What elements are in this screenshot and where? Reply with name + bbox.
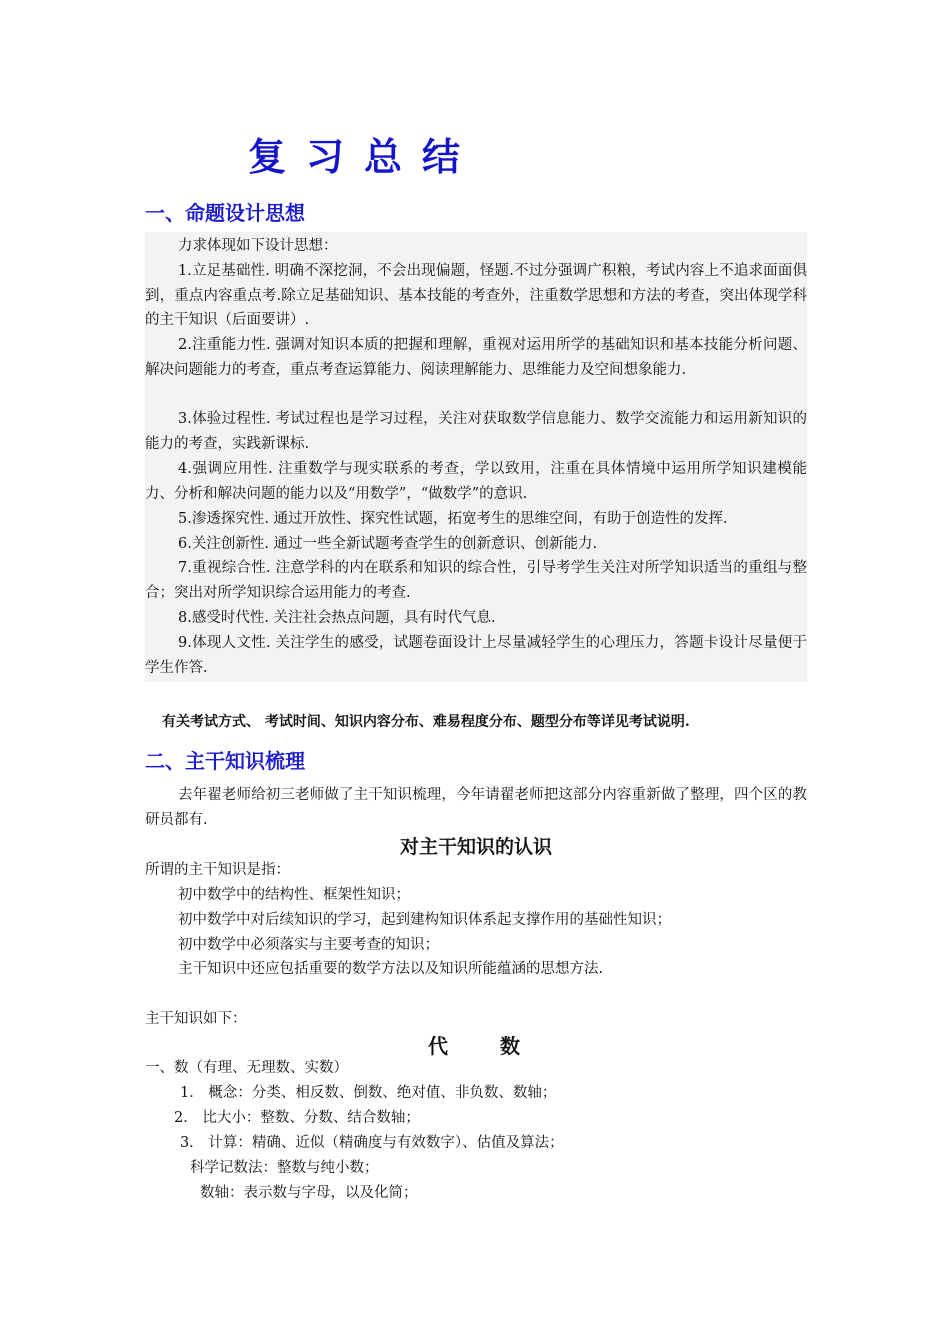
knowledge-list-lead: 主干知识如下：	[145, 1011, 247, 1027]
algebra-line-3: 2． 比大小：整数、分数、结合数轴；	[174, 1110, 420, 1126]
design-item-8: 8.感受时代性. 关注社会热点问题，具有时代气息.	[178, 610, 496, 626]
algebra-line-6: 数轴：表示数与字母，以及化简；	[200, 1185, 418, 1201]
design-item-9: 9.体现人文性. 关注学生的感受，试题卷面设计上尽量减轻学生的心理压力，答题卡设计尽量便于学生作答.	[145, 635, 807, 676]
definition-item-4: 主干知识中还应包括重要的数学方法以及知识所能蕴涵的思想方法.	[178, 961, 604, 977]
design-item-1: 1.立足基础性. 明确不深挖洞，不会出现偏题，怪题.不过分强调广积粮，考试内容上不追求面面俱到，重点内容重点考.除立足基础知识、基本技能的考查外，注重数学思想和方法的考查，突出体现学科的主干知识（后面要讲）.	[145, 263, 807, 328]
algebra-line-1: 一、数（有理、无理数、实数）	[145, 1060, 348, 1076]
definition-item-1: 初中数学中的结构性、框架性知识；	[178, 887, 410, 903]
design-item-2: 2.注重能力性. 强调对知识本质的把握和理解，重视对运用所学的基础知识和基本技能分析问题、解决问题能力的考查，重点考查运算能力、阅读理解能力、思维能力及空间想象能力.	[145, 337, 807, 378]
section2-intro: 去年翟老师给初三老师做了主干知识梳理，今年请翟老师把这部分内容重新做了整理，四个区的教研员都有.	[145, 787, 807, 828]
section1-intro: 力求体现如下设计思想：	[178, 238, 338, 254]
design-item-4: 4.强调应用性. 注重数学与现实联系的考查，学以致用，注重在具体情境中运用所学知识建模能力、分析和解决问题的能力以及“用数学”，“做数学”的意识.	[145, 461, 807, 502]
definition-item-3: 初中数学中必须落实与主要考查的知识；	[178, 937, 439, 953]
exam-info-note: 有关考试方式、 考试时间、知识内容分布、难易程度分布、题型分布等详见考试说明.	[162, 714, 690, 730]
design-item-7: 7.重视综合性. 注意学科的内在联系和知识的综合性，引导考学生关注对所学知识适当的重组与整合；突出对所学知识综合运用能力的考查.	[145, 560, 807, 601]
algebra-heading: 代 数	[428, 1034, 524, 1058]
algebra-line-5: 科学记数法：整数与纯小数；	[190, 1160, 379, 1176]
section2-heading: 二、主干知识梳理	[145, 749, 305, 773]
design-item-5: 5.渗透探究性. 通过开放性、探究性试题，拓宽考生的思维空间，有助于创造性的发挥.	[178, 511, 728, 527]
design-item-3: 3.体验过程性. 考试过程也是学习过程，关注对获取数学信息能力、数学交流能力和运用新知识的能力的考查，实践新课标.	[145, 411, 807, 452]
document-title: 复习总结	[248, 135, 481, 179]
algebra-line-4: 3． 计算：精确、近似（精确度与有效数字）、估值及算法；	[180, 1135, 564, 1151]
design-item-6: 6.关注创新性. 通过一些全新试题考查学生的创新意识、创新能力.	[178, 536, 598, 552]
definition-lead: 所谓的主干知识是指：	[145, 862, 290, 878]
main-knowledge-subheading: 对主干知识的认识	[399, 836, 552, 858]
section1-heading: 一、命题设计思想	[145, 201, 305, 225]
definition-item-2: 初中数学中对后续知识的学习，起到建构知识体系起支撑作用的基础性知识；	[178, 912, 671, 928]
algebra-line-2: 1． 概念：分类、相反数、倒数、绝对值、非负数、数轴；	[180, 1085, 557, 1101]
